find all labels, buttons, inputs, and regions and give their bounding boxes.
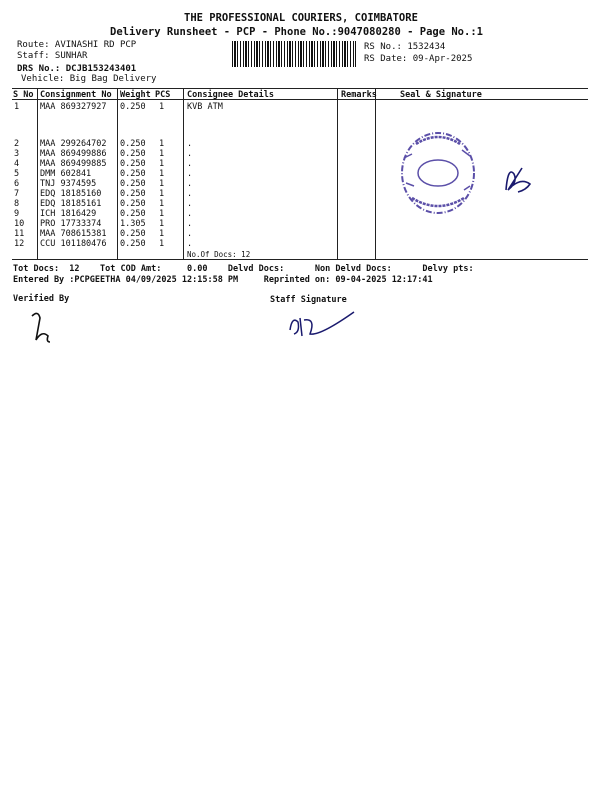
col-divider xyxy=(337,88,338,259)
cell-weight: 0.250 xyxy=(120,102,146,112)
cell-details: . xyxy=(187,189,193,199)
cell-consignment: DMM 602841 xyxy=(40,169,92,179)
cell-sno: 9 xyxy=(14,209,20,219)
cell-consignment: ICH 1816429 xyxy=(40,209,97,219)
cell-details: KVB ATM xyxy=(187,102,223,112)
staff-label: Staff: SUNHAR xyxy=(17,51,88,61)
cell-details: . xyxy=(187,179,193,189)
totals-summary: Tot Docs: 12 Tot COD Amt: 0.00 Delvd Docs: Non Delvd Docs: Delvy pts: xyxy=(13,264,474,274)
cell-sno: 3 xyxy=(14,149,20,159)
route-label: Route: AVINASHI RD PCP xyxy=(17,40,137,50)
cell-details: . xyxy=(187,149,193,159)
cell-sno: 7 xyxy=(14,189,20,199)
cell-pcs: 1 xyxy=(159,102,165,112)
col-divider xyxy=(183,88,184,259)
table-bottom-border xyxy=(12,259,588,260)
cell-pcs: 1 xyxy=(159,179,165,189)
cell-consignment: TNJ 9374595 xyxy=(40,179,97,189)
cell-details: . xyxy=(187,229,193,239)
cell-weight: 0.250 xyxy=(120,179,146,189)
cell-details: . xyxy=(187,209,193,219)
cell-consignment: MAA 869499886 xyxy=(40,149,107,159)
entry-info: Entered By :PCPGEETHA 04/09/2025 12:15:58 PM Reprinted on: 09-04-2025 12:17:41 xyxy=(13,275,433,285)
col-header-consignee: Consignee Details xyxy=(187,90,274,100)
cell-pcs: 1 xyxy=(159,159,165,169)
cell-sno: 6 xyxy=(14,179,20,189)
col-header-pcs: PCS xyxy=(155,90,171,100)
cell-sno: 5 xyxy=(14,169,20,179)
table-top-border xyxy=(12,88,588,89)
cell-weight: 0.250 xyxy=(120,139,146,149)
cell-details: . xyxy=(187,159,193,169)
vehicle-label: Vehicle: Big Bag Delivery xyxy=(21,74,157,84)
staff-signature xyxy=(286,308,358,340)
col-header-remarks: Remarks xyxy=(341,90,377,100)
cell-sno: 11 xyxy=(14,229,25,239)
cell-pcs: 1 xyxy=(159,189,165,199)
cell-sno: 2 xyxy=(14,139,20,149)
cell-pcs: 1 xyxy=(159,219,165,229)
col-divider xyxy=(117,88,118,259)
cell-consignment: EDQ 18185160 xyxy=(40,189,102,199)
rs-date: RS Date: 09-Apr-2025 xyxy=(364,54,473,64)
cell-consignment: EDQ 18185161 xyxy=(40,199,102,209)
col-header-sno: S No xyxy=(13,90,34,100)
cell-sno: 8 xyxy=(14,199,20,209)
col-header-consignment: Consignment No xyxy=(40,90,112,100)
cell-details: . xyxy=(187,169,193,179)
cell-sno: 1 xyxy=(14,102,20,112)
verifier-signature xyxy=(28,308,54,344)
col-divider xyxy=(375,88,376,259)
cell-weight: 0.250 xyxy=(120,239,146,249)
cell-pcs: 1 xyxy=(159,229,165,239)
cell-sno: 12 xyxy=(14,239,25,249)
cell-consignment: MAA 708615381 xyxy=(40,229,107,239)
no-of-docs: No.Of Docs: 12 xyxy=(187,250,251,259)
rs-number: RS No.: 1532434 xyxy=(364,42,446,52)
recipient-signature xyxy=(498,160,536,200)
cell-pcs: 1 xyxy=(159,139,165,149)
cell-weight: 0.250 xyxy=(120,149,146,159)
cell-details: . xyxy=(187,239,193,249)
barcode xyxy=(232,41,356,67)
cell-consignment: MAA 869499885 xyxy=(40,159,107,169)
cell-consignment: CCU 101180476 xyxy=(40,239,107,249)
cell-pcs: 1 xyxy=(159,149,165,159)
staff-signature-label: Staff Signature xyxy=(270,295,347,305)
cell-weight: 0.250 xyxy=(120,189,146,199)
col-header-weight: Weight xyxy=(120,90,151,100)
cell-pcs: 1 xyxy=(159,169,165,179)
drs-number: DRS No.: DCJB153243401 xyxy=(17,64,137,74)
cell-consignment: MAA 869327927 xyxy=(40,102,107,112)
cell-sno: 10 xyxy=(14,219,25,229)
cell-weight: 0.250 xyxy=(120,229,146,239)
cell-pcs: 1 xyxy=(159,239,165,249)
cell-consignment: PRO 17733374 xyxy=(40,219,102,229)
cell-details: . xyxy=(187,199,193,209)
cell-weight: 0.250 xyxy=(120,199,146,209)
cell-pcs: 1 xyxy=(159,209,165,219)
cell-weight: 1.305 xyxy=(120,219,146,229)
verified-by-label: Verified By xyxy=(13,294,70,304)
cell-consignment: MAA 299264702 xyxy=(40,139,107,149)
cell-weight: 0.250 xyxy=(120,159,146,169)
cell-details: . xyxy=(187,219,193,229)
cell-weight: 0.250 xyxy=(120,209,146,219)
seal-stamp xyxy=(398,128,478,218)
cell-pcs: 1 xyxy=(159,199,165,209)
runsheet-title: Delivery Runsheet - PCP - Phone No.:9047080280 - Page No.:1 xyxy=(110,26,483,38)
cell-weight: 0.250 xyxy=(120,169,146,179)
cell-details: . xyxy=(187,139,193,149)
cell-sno: 4 xyxy=(14,159,20,169)
col-divider xyxy=(37,88,38,259)
company-title: THE PROFESSIONAL COURIERS, COIMBATORE xyxy=(184,12,418,24)
col-header-seal: Seal & Signature xyxy=(400,90,482,100)
